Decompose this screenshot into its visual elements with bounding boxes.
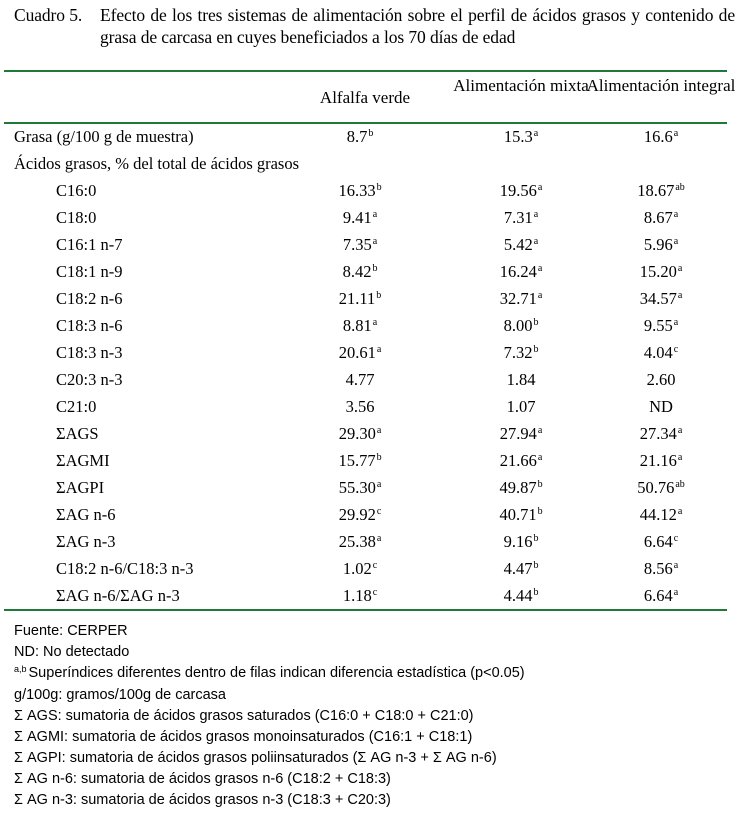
table-header	[0, 72, 741, 122]
significance-superscript: c	[372, 587, 378, 598]
significance-superscript: a	[673, 560, 679, 571]
table-cell	[300, 447, 420, 477]
table-cell	[300, 258, 420, 288]
row-label: C18:2 n-6/C18:3 n-3	[56, 559, 194, 578]
cell-value: 15.77	[338, 451, 376, 470]
row-label: C16:1 n-7	[56, 235, 123, 254]
cell-value: 9.16	[503, 532, 533, 551]
table-bottom-rule	[4, 609, 727, 611]
row-label: ΣAG n-6	[56, 505, 116, 524]
header-alimentacion-mixta: Alimentación mixta	[453, 76, 589, 95]
significance-superscript: b	[368, 128, 374, 139]
cell-value: 21.11	[338, 289, 376, 308]
significance-superscript: a	[673, 317, 679, 328]
cell-value: 4.47	[503, 559, 533, 578]
significance-superscript: a	[537, 263, 543, 274]
significance-superscript: ab	[675, 479, 685, 490]
significance-superscript: b	[376, 182, 382, 193]
table-cell	[446, 447, 596, 477]
cell-value: 3.56	[345, 397, 375, 416]
cell-value: 19.56	[499, 181, 537, 200]
significance-superscript: a	[376, 344, 382, 355]
cell-value: 5.42	[503, 235, 533, 254]
table-row	[0, 555, 741, 582]
significance-superscript: b	[376, 452, 382, 463]
row-label: C18:3 n-3	[56, 343, 123, 362]
note-agmi: Σ AGMI: sumatoria de ácidos grasos monoinsaturados (C16:1 + C18:1)	[14, 729, 473, 745]
cell-value: 1.07	[506, 397, 536, 416]
row-label: ΣAG n-6/ΣAG n-3	[56, 586, 180, 605]
table-cell	[300, 528, 420, 558]
cell-value: 8.42	[342, 262, 372, 281]
significance-superscript: b	[533, 560, 539, 571]
note-ags: Σ AGS: sumatoria de ácidos grasos saturados (C16:0 + C18:0 + C21:0)	[14, 708, 474, 724]
table-row	[0, 366, 741, 393]
table-cell	[300, 204, 420, 234]
cell-value: 15.20	[639, 262, 677, 281]
table-row	[0, 123, 741, 150]
significance-superscript: a	[537, 290, 543, 301]
row-label: C18:2 n-6	[56, 289, 123, 308]
table-cell	[300, 339, 420, 369]
table-cell	[300, 420, 420, 450]
table-cell	[446, 312, 596, 342]
significance-superscript: a	[673, 236, 679, 247]
significance-superscript: b	[533, 344, 539, 355]
note-nd: ND: No detectado	[14, 644, 130, 660]
table-cell	[586, 555, 736, 585]
caption-text: Efecto de los tres sistemas de alimentación sobre el perfil de ácidos grasos y contenido de grasa de carcasa en cuyes beneficiados a los 70 días de edad	[100, 5, 735, 47]
cell-value: 8.56	[643, 559, 673, 578]
significance-superscript: c	[673, 344, 679, 355]
table-cell	[586, 204, 736, 234]
table-cell	[586, 177, 736, 207]
table-cell	[446, 231, 596, 261]
table-cell	[300, 582, 420, 612]
table-cell	[446, 285, 596, 315]
cell-value: 4.04	[643, 343, 673, 362]
row-label: ΣAGMI	[56, 451, 110, 470]
cell-value: 1.18	[342, 586, 372, 605]
table-cell	[586, 582, 736, 612]
row-label: C21:0	[56, 397, 97, 416]
significance-superscript: a	[677, 425, 683, 436]
cell-value: 9.55	[643, 316, 673, 335]
significance-superscript: a	[677, 452, 683, 463]
cell-value: 25.38	[338, 532, 376, 551]
table-row	[0, 150, 741, 177]
row-label: C20:3 n-3	[56, 370, 123, 389]
note-superindices-text: Superíndices diferentes dentro de filas indican diferencia estadística (p<0.05)	[28, 665, 525, 681]
significance-superscript: a	[533, 236, 539, 247]
significance-superscript: b	[533, 587, 539, 598]
significance-superscript: a	[537, 452, 543, 463]
significance-superscript: a	[376, 479, 382, 490]
cell-value: 27.94	[499, 424, 537, 443]
cell-value: 7.32	[503, 343, 533, 362]
cell-value: 2.60	[646, 370, 676, 389]
note-gramos: g/100g: gramos/100g de carcasa	[14, 687, 226, 703]
cell-value: 8.7	[346, 127, 368, 146]
table-cell	[586, 231, 736, 261]
note-ag-n3: Σ AG n-3: sumatoria de ácidos grasos n-3 (C18:3 + C20:3)	[14, 792, 391, 808]
significance-superscript: b	[372, 263, 378, 274]
row-label: C18:1 n-9	[56, 262, 123, 281]
significance-superscript: a	[376, 533, 382, 544]
significance-superscript: b	[537, 479, 543, 490]
table-cell	[446, 177, 596, 207]
table-cell	[586, 501, 736, 531]
cell-value: 40.71	[499, 505, 537, 524]
table-row	[0, 231, 741, 258]
table-cell	[446, 501, 596, 531]
significance-superscript: a	[673, 587, 679, 598]
significance-superscript: a	[372, 317, 378, 328]
cell-value: 55.30	[338, 478, 376, 497]
cell-value: 4.44	[503, 586, 533, 605]
row-label: C18:0	[56, 208, 97, 227]
significance-superscript: ab	[675, 182, 685, 193]
cell-value: 8.67	[643, 208, 673, 227]
cell-value: 21.16	[639, 451, 677, 470]
significance-superscript: a	[677, 290, 683, 301]
cell-value: 29.92	[338, 505, 376, 524]
cell-value: 4.77	[345, 370, 375, 389]
significance-superscript: a	[673, 209, 679, 220]
cell-value: 34.57	[639, 289, 677, 308]
table-row	[0, 420, 741, 447]
significance-superscript: a	[537, 425, 543, 436]
table-cell	[446, 366, 596, 393]
significance-superscript: b	[533, 317, 539, 328]
table-row	[0, 501, 741, 528]
row-label: C18:3 n-6	[56, 316, 123, 335]
table-cell	[586, 366, 736, 393]
table-cell	[446, 528, 596, 558]
table-cell	[446, 582, 596, 612]
significance-superscript: c	[673, 533, 679, 544]
table-cell	[586, 339, 736, 369]
cell-value: 5.96	[643, 235, 673, 254]
cell-value: 49.87	[499, 478, 537, 497]
table-cell	[446, 474, 596, 504]
cell-value: 7.35	[342, 235, 372, 254]
table-cell	[300, 312, 420, 342]
table-row	[0, 393, 741, 420]
note-superindices	[14, 663, 734, 685]
significance-superscript: a	[376, 425, 382, 436]
significance-superscript: a	[372, 209, 378, 220]
table-row	[0, 312, 741, 339]
table-cell	[300, 393, 420, 420]
table-cell	[586, 123, 736, 153]
table-row	[0, 204, 741, 231]
significance-superscript: a	[673, 128, 679, 139]
table-cell	[300, 366, 420, 393]
table-row	[0, 447, 741, 474]
cell-value: 20.61	[338, 343, 376, 362]
significance-superscript: a	[677, 263, 683, 274]
table-row	[0, 258, 741, 285]
cell-value: 44.12	[639, 505, 677, 524]
header-alfalfa-verde: Alfalfa verde	[319, 88, 411, 107]
cell-value: 9.41	[342, 208, 372, 227]
table-cell	[586, 447, 736, 477]
table-cell	[446, 123, 596, 153]
table-cell	[446, 555, 596, 585]
table-row	[0, 582, 741, 609]
cell-value: 21.66	[499, 451, 537, 470]
significance-superscript: a	[677, 506, 683, 517]
row-label: ΣAGS	[56, 424, 99, 443]
cell-value: 8.00	[503, 316, 533, 335]
significance-superscript: a	[372, 236, 378, 247]
table-cell	[586, 258, 736, 288]
significance-superscript: a	[533, 209, 539, 220]
cell-value: 1.84	[506, 370, 536, 389]
cell-value: 50.76	[637, 478, 675, 497]
table-row	[0, 177, 741, 204]
cell-value: 16.24	[499, 262, 537, 281]
table-cell	[300, 474, 420, 504]
significance-superscript: a	[537, 182, 543, 193]
table-cell	[586, 285, 736, 315]
note-agpi: Σ AGPI: sumatoria de ácidos grasos poliinsaturados (Σ AG n-3 + Σ AG n-6)	[14, 750, 497, 766]
table-body	[0, 123, 741, 609]
section-heading: Ácidos grasos, % del total de ácidos grasos	[14, 154, 300, 173]
cell-value: 6.64	[643, 532, 673, 551]
cell-value: 1.02	[342, 559, 372, 578]
cell-value: 16.33	[338, 181, 376, 200]
table-cell	[446, 420, 596, 450]
table-row	[0, 285, 741, 312]
cell-value: 29.30	[338, 424, 376, 443]
cell-value: 7.31	[503, 208, 533, 227]
table-cell	[300, 555, 420, 585]
table-cell	[300, 231, 420, 261]
header-alimentacion-integral: Alimentación integral	[586, 76, 736, 95]
caption-number: Cuadro 5.	[14, 5, 83, 25]
table-cell	[586, 528, 736, 558]
table-cell	[300, 285, 420, 315]
cell-value: 6.64	[643, 586, 673, 605]
table-cell	[586, 312, 736, 342]
cell-value: 32.71	[499, 289, 537, 308]
row-label: ΣAGPI	[56, 478, 105, 497]
table-row	[0, 528, 741, 555]
cell-value: 16.6	[643, 127, 673, 146]
significance-superscript: c	[372, 560, 378, 571]
row-label: ΣAG n-3	[56, 532, 116, 551]
note-ag-n6: Σ AG n-6: sumatoria de ácidos grasos n-6 (C18:2 + C18:3)	[14, 771, 391, 787]
significance-superscript: b	[537, 506, 543, 517]
table-cell	[300, 177, 420, 207]
table-cell	[586, 393, 736, 420]
significance-superscript: b	[376, 290, 382, 301]
table-cell	[446, 204, 596, 234]
table-cell	[446, 258, 596, 288]
cell-value: 8.81	[342, 316, 372, 335]
significance-superscript: c	[376, 506, 382, 517]
significance-superscript: b	[533, 533, 539, 544]
table-cell	[586, 420, 736, 450]
note-superscript-marker: a,b	[14, 664, 27, 674]
significance-superscript: a	[533, 128, 539, 139]
row-label: C16:0	[56, 181, 97, 200]
cell-value: 15.3	[503, 127, 533, 146]
table-footnotes	[14, 621, 734, 811]
table-cell	[586, 474, 736, 504]
cell-value: 18.67	[637, 181, 675, 200]
table-row	[0, 339, 741, 366]
table-cell	[446, 339, 596, 369]
row-label: Grasa (g/100 g de muestra)	[14, 127, 194, 146]
table-cell	[446, 393, 596, 420]
table-row	[0, 474, 741, 501]
cell-value: ND	[649, 397, 673, 416]
table-cell	[300, 501, 420, 531]
note-fuente: Fuente: CERPER	[14, 623, 128, 639]
cell-value: 27.34	[639, 424, 677, 443]
table-cell	[300, 123, 420, 153]
